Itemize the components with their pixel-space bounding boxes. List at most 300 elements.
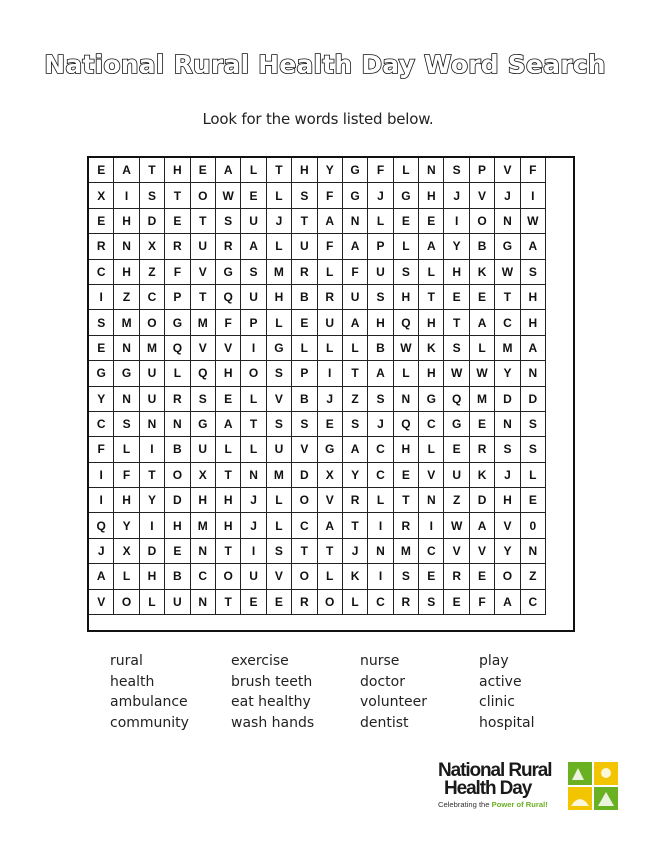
grid-cell[interactable]: N xyxy=(520,538,545,563)
grid-cell[interactable]: V xyxy=(495,513,520,538)
grid-cell[interactable]: W xyxy=(444,513,469,538)
grid-cell[interactable]: T xyxy=(215,462,240,487)
grid-cell[interactable]: 0 xyxy=(520,513,545,538)
grid-cell[interactable]: E xyxy=(241,589,266,614)
grid-cell[interactable]: J xyxy=(495,183,520,208)
grid-cell[interactable]: J xyxy=(368,411,393,436)
grid-cell[interactable]: T xyxy=(444,310,469,335)
grid-cell[interactable]: W xyxy=(393,335,418,360)
grid-cell[interactable]: F xyxy=(368,158,393,183)
grid-cell[interactable]: M xyxy=(266,259,291,284)
grid-cell[interactable]: G xyxy=(495,234,520,259)
grid-cell[interactable]: E xyxy=(165,538,190,563)
grid-cell[interactable]: L xyxy=(266,513,291,538)
grid-cell[interactable]: N xyxy=(114,386,139,411)
grid-cell[interactable]: K xyxy=(342,564,367,589)
grid-cell[interactable]: M xyxy=(393,538,418,563)
grid-cell[interactable]: K xyxy=(419,335,444,360)
grid-cell[interactable]: J xyxy=(241,488,266,513)
grid-cell[interactable]: A xyxy=(89,564,114,589)
grid-cell[interactable]: I xyxy=(114,183,139,208)
grid-cell[interactable]: I xyxy=(520,183,545,208)
grid-cell[interactable]: M xyxy=(495,335,520,360)
grid-cell[interactable]: L xyxy=(368,488,393,513)
grid-cell[interactable]: L xyxy=(419,259,444,284)
grid-cell[interactable]: E xyxy=(419,208,444,233)
grid-cell[interactable]: L xyxy=(292,335,317,360)
grid-cell[interactable]: T xyxy=(419,284,444,309)
grid-cell[interactable]: E xyxy=(165,208,190,233)
grid-cell[interactable]: H xyxy=(190,488,215,513)
grid-cell[interactable]: D xyxy=(165,488,190,513)
grid-cell[interactable]: L xyxy=(114,437,139,462)
grid-cell[interactable]: K xyxy=(469,259,494,284)
grid-cell[interactable]: G xyxy=(190,411,215,436)
grid-cell[interactable]: X xyxy=(317,462,342,487)
grid-cell[interactable]: S xyxy=(292,411,317,436)
grid-cell[interactable]: J xyxy=(444,183,469,208)
grid-cell[interactable]: H xyxy=(139,564,164,589)
grid-cell[interactable]: P xyxy=(292,361,317,386)
grid-cell[interactable]: S xyxy=(419,589,444,614)
grid-cell[interactable]: R xyxy=(444,564,469,589)
grid-cell[interactable]: U xyxy=(165,589,190,614)
grid-cell[interactable]: A xyxy=(317,208,342,233)
grid-cell[interactable]: D xyxy=(139,538,164,563)
grid-cell[interactable]: T xyxy=(241,411,266,436)
grid-cell[interactable]: Y xyxy=(495,361,520,386)
grid-cell[interactable]: V xyxy=(292,437,317,462)
grid-cell[interactable]: A xyxy=(241,234,266,259)
grid-cell[interactable]: O xyxy=(114,589,139,614)
grid-cell[interactable]: U xyxy=(190,437,215,462)
grid-cell[interactable]: A xyxy=(114,158,139,183)
grid-cell[interactable]: P xyxy=(241,310,266,335)
grid-cell[interactable]: T xyxy=(292,208,317,233)
grid-cell[interactable]: S xyxy=(114,411,139,436)
grid-cell[interactable]: E xyxy=(444,589,469,614)
grid-cell[interactable]: I xyxy=(139,513,164,538)
grid-cell[interactable]: H xyxy=(419,183,444,208)
grid-cell[interactable]: W xyxy=(444,361,469,386)
grid-cell[interactable]: A xyxy=(495,589,520,614)
grid-cell[interactable]: J xyxy=(317,386,342,411)
grid-cell[interactable]: C xyxy=(89,411,114,436)
grid-cell[interactable]: W xyxy=(520,208,545,233)
grid-cell[interactable]: V xyxy=(190,259,215,284)
grid-cell[interactable]: C xyxy=(419,411,444,436)
grid-cell[interactable]: L xyxy=(114,564,139,589)
grid-cell[interactable]: Y xyxy=(317,158,342,183)
grid-cell[interactable]: F xyxy=(342,259,367,284)
grid-cell[interactable]: T xyxy=(165,183,190,208)
grid-cell[interactable]: A xyxy=(520,335,545,360)
grid-cell[interactable]: O xyxy=(292,488,317,513)
grid-cell[interactable]: A xyxy=(342,234,367,259)
grid-cell[interactable]: H xyxy=(368,310,393,335)
grid-cell[interactable]: J xyxy=(495,462,520,487)
grid-cell[interactable]: R xyxy=(469,437,494,462)
grid-cell[interactable]: X xyxy=(89,183,114,208)
grid-cell[interactable]: S xyxy=(89,310,114,335)
grid-cell[interactable]: A xyxy=(520,234,545,259)
grid-cell[interactable]: P xyxy=(165,284,190,309)
grid-cell[interactable]: U xyxy=(241,284,266,309)
grid-cell[interactable]: V xyxy=(317,488,342,513)
grid-cell[interactable]: N xyxy=(139,411,164,436)
grid-cell[interactable]: I xyxy=(89,462,114,487)
grid-cell[interactable]: F xyxy=(317,183,342,208)
grid-cell[interactable]: R xyxy=(292,259,317,284)
grid-cell[interactable]: M xyxy=(114,310,139,335)
grid-cell[interactable]: J xyxy=(368,183,393,208)
grid-cell[interactable]: M xyxy=(190,310,215,335)
grid-cell[interactable]: U xyxy=(266,437,291,462)
grid-cell[interactable]: L xyxy=(342,335,367,360)
grid-cell[interactable]: H xyxy=(215,361,240,386)
grid-cell[interactable]: C xyxy=(292,513,317,538)
grid-cell[interactable]: V xyxy=(266,564,291,589)
grid-cell[interactable]: U xyxy=(317,310,342,335)
grid-cell[interactable]: E xyxy=(393,208,418,233)
grid-cell[interactable]: T xyxy=(215,589,240,614)
grid-cell[interactable]: V xyxy=(469,538,494,563)
grid-cell[interactable]: Q xyxy=(215,284,240,309)
grid-cell[interactable]: O xyxy=(292,564,317,589)
grid-cell[interactable]: I xyxy=(89,488,114,513)
grid-cell[interactable]: I xyxy=(419,513,444,538)
grid-cell[interactable]: S xyxy=(266,538,291,563)
grid-cell[interactable]: C xyxy=(368,462,393,487)
grid-cell[interactable]: Y xyxy=(342,462,367,487)
grid-cell[interactable]: L xyxy=(393,361,418,386)
grid-cell[interactable]: H xyxy=(520,310,545,335)
grid-cell[interactable]: J xyxy=(89,538,114,563)
grid-cell[interactable]: I xyxy=(368,513,393,538)
grid-cell[interactable]: Y xyxy=(444,234,469,259)
grid-cell[interactable]: Q xyxy=(89,513,114,538)
grid-cell[interactable]: R xyxy=(89,234,114,259)
grid-cell[interactable]: S xyxy=(266,411,291,436)
grid-cell[interactable]: S xyxy=(342,411,367,436)
grid-cell[interactable]: L xyxy=(317,335,342,360)
grid-cell[interactable]: L xyxy=(393,158,418,183)
grid-cell[interactable]: R xyxy=(393,513,418,538)
grid-cell[interactable]: L xyxy=(241,437,266,462)
grid-cell[interactable]: O xyxy=(190,183,215,208)
grid-cell[interactable]: O xyxy=(241,361,266,386)
grid-cell[interactable]: U xyxy=(292,234,317,259)
grid-cell[interactable]: E xyxy=(317,411,342,436)
grid-cell[interactable]: N xyxy=(342,208,367,233)
grid-cell[interactable]: T xyxy=(139,462,164,487)
grid-cell[interactable]: V xyxy=(89,589,114,614)
grid-cell[interactable]: F xyxy=(215,310,240,335)
grid-cell[interactable]: S xyxy=(215,208,240,233)
grid-cell[interactable]: Z xyxy=(520,564,545,589)
grid-cell[interactable]: T xyxy=(342,513,367,538)
grid-cell[interactable]: A xyxy=(469,310,494,335)
grid-cell[interactable]: L xyxy=(241,158,266,183)
grid-cell[interactable]: W xyxy=(469,361,494,386)
grid-cell[interactable]: B xyxy=(469,234,494,259)
grid-cell[interactable]: S xyxy=(444,335,469,360)
grid-cell[interactable]: Z xyxy=(139,259,164,284)
grid-cell[interactable]: M xyxy=(469,386,494,411)
grid-cell[interactable]: S xyxy=(241,259,266,284)
grid-cell[interactable]: F xyxy=(114,462,139,487)
grid-cell[interactable]: O xyxy=(317,589,342,614)
grid-cell[interactable]: N xyxy=(419,488,444,513)
grid-cell[interactable]: R xyxy=(165,386,190,411)
grid-cell[interactable]: E xyxy=(444,284,469,309)
grid-cell[interactable]: G xyxy=(419,386,444,411)
grid-cell[interactable]: Y xyxy=(89,386,114,411)
grid-cell[interactable]: J xyxy=(342,538,367,563)
grid-cell[interactable]: E xyxy=(469,564,494,589)
grid-cell[interactable]: T xyxy=(190,284,215,309)
grid-cell[interactable]: Q xyxy=(190,361,215,386)
grid-cell[interactable]: N xyxy=(190,589,215,614)
grid-cell[interactable]: K xyxy=(469,462,494,487)
grid-cell[interactable]: J xyxy=(241,513,266,538)
grid-cell[interactable]: T xyxy=(215,538,240,563)
grid-cell[interactable]: L xyxy=(266,183,291,208)
grid-cell[interactable]: S xyxy=(266,361,291,386)
grid-cell[interactable]: T xyxy=(292,538,317,563)
grid-cell[interactable]: C xyxy=(520,589,545,614)
grid-cell[interactable]: S xyxy=(368,386,393,411)
grid-cell[interactable]: H xyxy=(215,513,240,538)
grid-cell[interactable]: E xyxy=(190,158,215,183)
grid-cell[interactable]: A xyxy=(419,234,444,259)
grid-cell[interactable]: V xyxy=(419,462,444,487)
grid-cell[interactable]: I xyxy=(368,564,393,589)
grid-cell[interactable]: C xyxy=(368,437,393,462)
grid-cell[interactable]: H xyxy=(266,284,291,309)
grid-cell[interactable]: D xyxy=(292,462,317,487)
grid-cell[interactable]: B xyxy=(165,564,190,589)
grid-cell[interactable]: N xyxy=(165,411,190,436)
grid-cell[interactable]: A xyxy=(342,310,367,335)
grid-cell[interactable]: F xyxy=(469,589,494,614)
grid-cell[interactable]: A xyxy=(215,158,240,183)
grid-cell[interactable]: A xyxy=(368,361,393,386)
grid-cell[interactable]: L xyxy=(342,589,367,614)
grid-cell[interactable]: D xyxy=(139,208,164,233)
grid-cell[interactable]: G xyxy=(444,411,469,436)
grid-cell[interactable]: V xyxy=(190,335,215,360)
grid-cell[interactable]: W xyxy=(495,259,520,284)
grid-cell[interactable]: E xyxy=(215,386,240,411)
grid-cell[interactable]: H xyxy=(165,513,190,538)
grid-cell[interactable]: Q xyxy=(444,386,469,411)
grid-cell[interactable]: G xyxy=(89,361,114,386)
grid-cell[interactable]: F xyxy=(89,437,114,462)
grid-cell[interactable]: S xyxy=(292,183,317,208)
grid-cell[interactable]: G xyxy=(114,361,139,386)
grid-cell[interactable]: G xyxy=(165,310,190,335)
grid-cell[interactable]: L xyxy=(469,335,494,360)
grid-cell[interactable]: S xyxy=(520,411,545,436)
grid-cell[interactable]: A xyxy=(469,513,494,538)
grid-cell[interactable]: E xyxy=(444,437,469,462)
grid-cell[interactable]: G xyxy=(393,183,418,208)
grid-cell[interactable]: I xyxy=(139,437,164,462)
grid-cell[interactable]: G xyxy=(342,183,367,208)
grid-cell[interactable]: O xyxy=(139,310,164,335)
grid-cell[interactable]: T xyxy=(393,488,418,513)
grid-cell[interactable]: L xyxy=(368,208,393,233)
grid-cell[interactable]: B xyxy=(165,437,190,462)
grid-cell[interactable]: G xyxy=(342,158,367,183)
grid-cell[interactable]: G xyxy=(317,437,342,462)
grid-cell[interactable]: N xyxy=(114,335,139,360)
grid-cell[interactable]: Z xyxy=(114,284,139,309)
grid-cell[interactable]: G xyxy=(266,335,291,360)
grid-cell[interactable]: I xyxy=(444,208,469,233)
grid-cell[interactable]: U xyxy=(444,462,469,487)
grid-cell[interactable]: D xyxy=(495,386,520,411)
grid-cell[interactable]: H xyxy=(520,284,545,309)
grid-cell[interactable]: Q xyxy=(393,310,418,335)
grid-cell[interactable]: S xyxy=(368,284,393,309)
grid-cell[interactable]: N xyxy=(393,386,418,411)
grid-cell[interactable]: E xyxy=(89,158,114,183)
grid-cell[interactable]: L xyxy=(317,259,342,284)
grid-cell[interactable]: E xyxy=(89,208,114,233)
grid-cell[interactable]: E xyxy=(469,411,494,436)
grid-cell[interactable]: X xyxy=(114,538,139,563)
grid-cell[interactable]: I xyxy=(241,335,266,360)
grid-cell[interactable]: S xyxy=(520,259,545,284)
grid-cell[interactable]: E xyxy=(292,310,317,335)
grid-cell[interactable]: F xyxy=(520,158,545,183)
grid-cell[interactable]: U xyxy=(190,234,215,259)
grid-cell[interactable]: Y xyxy=(139,488,164,513)
grid-cell[interactable]: N xyxy=(114,234,139,259)
grid-cell[interactable]: V xyxy=(469,183,494,208)
grid-cell[interactable]: I xyxy=(241,538,266,563)
grid-cell[interactable]: E xyxy=(89,335,114,360)
grid-cell[interactable]: H xyxy=(215,488,240,513)
grid-cell[interactable]: F xyxy=(317,234,342,259)
grid-cell[interactable]: U xyxy=(342,284,367,309)
grid-cell[interactable]: M xyxy=(190,513,215,538)
grid-cell[interactable]: H xyxy=(114,208,139,233)
grid-cell[interactable]: H xyxy=(419,361,444,386)
grid-cell[interactable]: D xyxy=(520,386,545,411)
grid-cell[interactable]: S xyxy=(520,437,545,462)
grid-cell[interactable]: A xyxy=(317,513,342,538)
grid-cell[interactable]: F xyxy=(165,259,190,284)
grid-cell[interactable]: C xyxy=(368,589,393,614)
grid-cell[interactable]: H xyxy=(419,310,444,335)
grid-cell[interactable]: S xyxy=(393,564,418,589)
grid-cell[interactable]: E xyxy=(266,589,291,614)
grid-cell[interactable]: L xyxy=(317,564,342,589)
grid-cell[interactable]: T xyxy=(342,361,367,386)
grid-cell[interactable]: L xyxy=(393,234,418,259)
grid-cell[interactable]: E xyxy=(469,284,494,309)
grid-cell[interactable]: L xyxy=(139,589,164,614)
grid-cell[interactable]: H xyxy=(393,437,418,462)
grid-cell[interactable]: N xyxy=(495,411,520,436)
grid-cell[interactable]: Y xyxy=(114,513,139,538)
grid-cell[interactable]: L xyxy=(165,361,190,386)
grid-cell[interactable]: G xyxy=(215,259,240,284)
grid-cell[interactable]: N xyxy=(520,361,545,386)
grid-cell[interactable]: B xyxy=(368,335,393,360)
grid-cell[interactable]: E xyxy=(393,462,418,487)
grid-cell[interactable]: R xyxy=(317,284,342,309)
grid-cell[interactable]: N xyxy=(495,208,520,233)
grid-cell[interactable]: C xyxy=(89,259,114,284)
grid-cell[interactable]: N xyxy=(190,538,215,563)
grid-cell[interactable]: O xyxy=(215,564,240,589)
grid-cell[interactable]: O xyxy=(469,208,494,233)
grid-cell[interactable]: H xyxy=(393,284,418,309)
grid-cell[interactable]: T xyxy=(190,208,215,233)
grid-cell[interactable]: V xyxy=(215,335,240,360)
grid-cell[interactable]: Y xyxy=(495,538,520,563)
grid-cell[interactable]: C xyxy=(419,538,444,563)
grid-cell[interactable]: H xyxy=(114,259,139,284)
grid-cell[interactable]: T xyxy=(266,158,291,183)
grid-cell[interactable]: U xyxy=(241,208,266,233)
grid-cell[interactable]: Q xyxy=(393,411,418,436)
grid-cell[interactable]: H xyxy=(165,158,190,183)
grid-cell[interactable]: R xyxy=(342,488,367,513)
grid-cell[interactable]: H xyxy=(495,488,520,513)
grid-cell[interactable]: S xyxy=(139,183,164,208)
grid-cell[interactable]: R xyxy=(215,234,240,259)
grid-cell[interactable]: H xyxy=(114,488,139,513)
grid-cell[interactable]: U xyxy=(139,361,164,386)
grid-cell[interactable]: R xyxy=(292,589,317,614)
grid-cell[interactable]: L xyxy=(266,488,291,513)
grid-cell[interactable]: E xyxy=(520,488,545,513)
grid-cell[interactable]: D xyxy=(469,488,494,513)
grid-cell[interactable]: O xyxy=(495,564,520,589)
grid-cell[interactable]: M xyxy=(266,462,291,487)
grid-cell[interactable]: T xyxy=(317,538,342,563)
grid-cell[interactable]: B xyxy=(292,284,317,309)
grid-cell[interactable]: S xyxy=(495,437,520,462)
grid-cell[interactable]: L xyxy=(266,310,291,335)
grid-cell[interactable]: X xyxy=(190,462,215,487)
grid-cell[interactable]: R xyxy=(165,234,190,259)
grid-cell[interactable]: U xyxy=(241,564,266,589)
grid-cell[interactable]: I xyxy=(317,361,342,386)
grid-cell[interactable]: H xyxy=(444,259,469,284)
grid-cell[interactable]: Z xyxy=(342,386,367,411)
grid-cell[interactable]: V xyxy=(495,158,520,183)
grid-cell[interactable]: V xyxy=(266,386,291,411)
grid-cell[interactable]: M xyxy=(139,335,164,360)
grid-cell[interactable]: A xyxy=(342,437,367,462)
grid-cell[interactable]: Q xyxy=(165,335,190,360)
grid-cell[interactable]: P xyxy=(469,158,494,183)
grid-cell[interactable]: L xyxy=(241,386,266,411)
grid-cell[interactable]: S xyxy=(393,259,418,284)
grid-cell[interactable]: O xyxy=(165,462,190,487)
grid-cell[interactable]: N xyxy=(368,538,393,563)
grid-cell[interactable]: U xyxy=(139,386,164,411)
grid-cell[interactable]: H xyxy=(292,158,317,183)
grid-cell[interactable]: T xyxy=(495,284,520,309)
grid-cell[interactable]: R xyxy=(393,589,418,614)
